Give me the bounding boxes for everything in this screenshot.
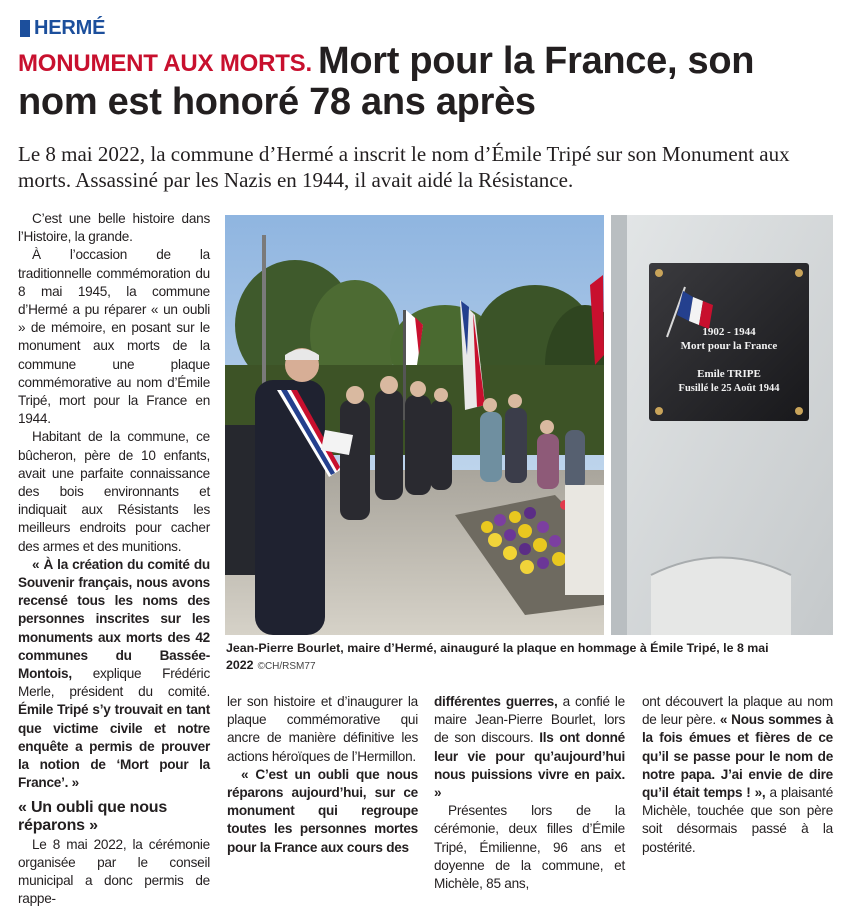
standfirst: Le 8 mai 2022, la commune d’Hermé a inscrit le nom d’Émile Tripé sur son Monument aux morts. Assassiné par les Nazis en 1944, il avait aidé la Résistance. [18,141,830,193]
quote-paragraph [434,693,625,802]
paragraph: À l’occasion de la traditionnelle commémoration du 8 mai 1945, la commune d’Hermé a pu réparer « un oubli » de mémoire, en posant sur le monument aux morts de la commune une plaque commémorative au nom d’Émile Tripé, mort pour la France en 1944. [18,246,210,428]
article-column-1 [18,210,210,908]
attribution-text: explique Frédéric Merle, président du comité. [18,666,210,699]
article-column-2 [227,693,418,857]
quote-paragraph [18,556,210,793]
plaque-line1: Mort pour la France [681,340,778,352]
plaque-name: Emile TRIPE [697,368,761,380]
quote-text: « À la création du comité du Souvenir français, nous avons recensé tous les noms des personnes inscrites sur les monuments aux morts des 42 communes du Bassée-Montois, [18,557,210,681]
paragraph: ler son histoire et d’inaugurer la plaque commémorative qui ancre de manière définitive les actions héroïques de l’Hermillon. [227,693,418,766]
headline [18,42,833,121]
section-square-icon [20,20,30,37]
headline-kicker: MONUMENT AUX MORTS. [18,50,312,77]
paragraph: Habitant de la commune, ce bûcheron, père de 10 enfants, avait une parfaite connaissance des bois environnants et indiquait aux Résistants les meilleurs endroits pour cacher des armes et des munitions. [18,428,210,555]
quote-text: Émile Tripé s’y trouvait en tant que victime civile et notre enquête a permis de prouver la notion de ‘Mort pour la France’. » [18,702,210,790]
quote-text: Ils ont donné leur vie pour qu’aujourd’hui nous puissions vivre en paix. » [434,730,625,800]
paragraph: Le 8 mai 2022, la cérémonie organisée par le conseil municipal a donc permis de rappe- [18,836,210,908]
article-column-3 [434,693,625,893]
attribution-text: a confié le maire Jean-Pierre Bourlet, lors de son discours. [434,694,625,745]
ceremony-photo [225,215,604,635]
subheading: « Un oubli que nous réparons » [18,799,210,835]
section-label: HERMÉ [34,17,105,40]
paragraph-text: ont découvert la plaque au nom de leur père. [642,694,833,727]
caption-text: Jean-Pierre Bourlet, maire d’Hermé, ainauguré la plaque en hommage à Émile Tripé, le 8 mai 2022 [226,641,769,672]
plaque-line2: Fusillé le 25 Août 1944 [679,383,781,394]
photo-credit: ©CH/RSM77 [258,661,316,672]
article-column-4 [642,693,833,857]
quote-paragraph [642,693,833,857]
plaque-dates: 1902 - 1944 [702,326,756,338]
quote-paragraph: « C’est un oubli que nous réparons aujourd’hui, sur ce monument qui regroupe toutes les personnes mortes pour la France aux cours des [227,766,418,857]
quote-text: différentes guerres, [434,694,558,709]
paragraph-text: a plaisanté Michèle, touchée que son père soit désormais passé à la postérité. [642,785,833,855]
section-tag [20,17,105,40]
quote-text: « Nous sommes à la fois émues et fières de ce qu’il se passe pour le nom de notre papa. J’ai envie de dire qu’il était temps ! », [642,712,833,800]
paragraph: C’est une belle histoire dans l’Histoire, la grande. [18,210,210,246]
photo-caption [226,640,801,675]
plaque-photo [611,215,833,635]
headline-title: Mort pour la France, son nom est honoré 78 ans après [18,40,754,123]
paragraph: Présentes lors de la cérémonie, deux filles d’Émile Tripé, Émilienne, 96 ans et doyenne de la commune, et Michèle, 85 ans, [434,802,625,893]
